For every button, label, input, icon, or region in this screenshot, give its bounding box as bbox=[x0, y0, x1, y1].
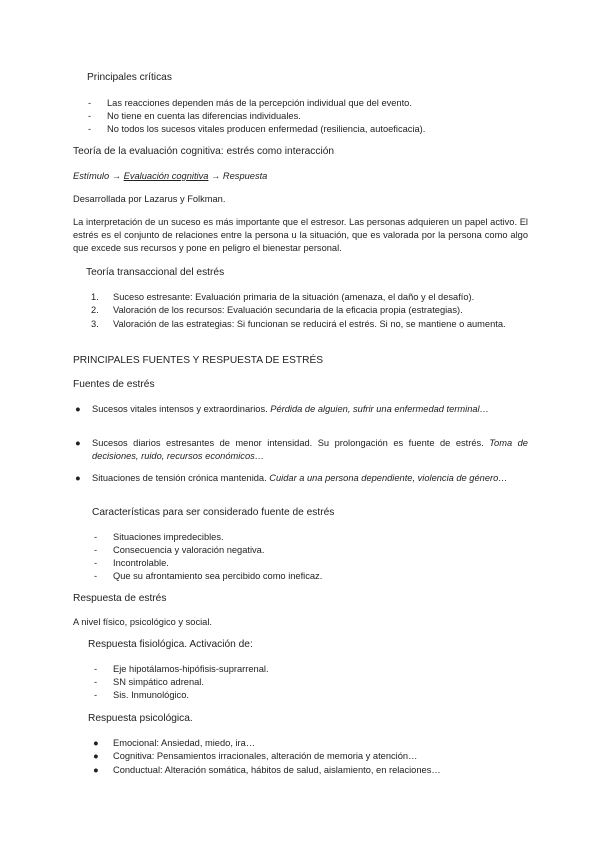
criticas-item: No tiene en cuenta las diferencias individuales. bbox=[107, 111, 301, 121]
fisiologica-item: Eje hipotálamos-hipófisis-suprarrenal. bbox=[113, 664, 269, 674]
evaluacion-paragraph: La interpretación de un suceso es más importante que el estresor. Las personas adquieren un papel activo. El estrés es el conjunto de relaciones entre la persona u la situación, que es valorada por la persona como algo que excede sus recursos y pone en peligro el bienestar personal. bbox=[73, 217, 528, 253]
bullet-text: Sucesos diarios estresantes de menor intensidad. Su prolongación es fuente de estrés. bbox=[92, 438, 484, 448]
developed-by: Desarrollada por Lazarus y Folkman. bbox=[73, 194, 226, 204]
fuentes-bullet bbox=[92, 472, 528, 485]
dash-marker: - bbox=[94, 690, 98, 700]
formula-response: Respuesta bbox=[222, 171, 268, 181]
formula-line bbox=[73, 170, 267, 183]
caracteristica-item: Incontrolable. bbox=[113, 558, 169, 568]
formula-evaluation: Evaluación cognitiva bbox=[123, 171, 209, 181]
bullet-icon: ● bbox=[75, 438, 81, 448]
dash-marker: - bbox=[88, 124, 92, 134]
transaccional-item: Valoración de las estrategias: Si funcionan se reducirá el estrés. Si no, se mantiene o aumenta. bbox=[113, 319, 506, 329]
fisiologica-item: SN simpático adrenal. bbox=[113, 677, 204, 687]
transaccional-item: Valoración de los recursos: Evaluación secundaria de la eficacia propia (estrategias). bbox=[113, 305, 463, 315]
fisiologica-item: Sis. Inmunológico. bbox=[113, 690, 189, 700]
list-number: 3. bbox=[91, 319, 99, 329]
criticas-heading: Principales críticas bbox=[87, 72, 172, 83]
caracteristica-item: Situaciones impredecibles. bbox=[113, 532, 224, 542]
bullet-example: Pérdida de alguien, sufrir una enfermedad terminal… bbox=[270, 404, 489, 414]
dash-marker: - bbox=[94, 532, 98, 542]
formula-stimulus: Estímulo bbox=[73, 171, 110, 181]
fuentes-respuesta-heading: PRINCIPALES FUENTES Y RESPUESTA DE ESTRÉS bbox=[73, 355, 324, 366]
bullet-icon: ● bbox=[93, 751, 99, 761]
dash-marker: - bbox=[88, 111, 92, 121]
caracteristicas-heading: Características para ser considerado fuente de estrés bbox=[92, 507, 335, 518]
list-number: 1. bbox=[91, 292, 99, 302]
respuesta-heading: Respuesta de estrés bbox=[73, 593, 167, 604]
bullet-icon: ● bbox=[93, 765, 99, 775]
bullet-example: Toma de decisiones, ruido, recursos económicos… bbox=[92, 438, 528, 461]
dash-marker: - bbox=[94, 677, 98, 687]
fuentes-bullet bbox=[92, 437, 528, 463]
respuesta-levels: A nivel físico, psicológico y social. bbox=[73, 617, 212, 627]
arrow-icon: → bbox=[111, 171, 122, 181]
psicologica-item: Emocional: Ansiedad, miedo, ira… bbox=[113, 738, 256, 748]
criticas-item: No todos los sucesos vitales producen enfermedad (resiliencia, autoeficacia). bbox=[107, 124, 426, 134]
dash-marker: - bbox=[94, 545, 98, 555]
evaluacion-heading: Teoría de la evaluación cognitiva: estrés como interacción bbox=[73, 146, 335, 157]
bullet-icon: ● bbox=[75, 473, 81, 483]
transaccional-heading: Teoría transaccional del estrés bbox=[86, 267, 225, 278]
dash-marker: - bbox=[94, 558, 98, 568]
caracteristica-item: Que su afrontamiento sea percibido como ineficaz. bbox=[113, 571, 323, 581]
bullet-text: Sucesos vitales intensos y extraordinarios. bbox=[92, 404, 268, 414]
dash-marker: - bbox=[94, 571, 98, 581]
criticas-item: Las reacciones dependen más de la percepción individual que del evento. bbox=[107, 98, 412, 108]
list-number: 2. bbox=[91, 305, 99, 315]
bullet-icon: ● bbox=[93, 738, 99, 748]
bullet-text: Situaciones de tensión crónica mantenida. bbox=[92, 473, 267, 483]
dash-marker: - bbox=[94, 664, 98, 674]
caracteristica-item: Consecuencia y valoración negativa. bbox=[113, 545, 265, 555]
dash-marker: - bbox=[88, 98, 92, 108]
bullet-icon: ● bbox=[75, 404, 81, 414]
psicologica-heading: Respuesta psicológica. bbox=[88, 713, 193, 724]
transaccional-item: Suceso estresante: Evaluación primaria de la situación (amenaza, el daño y el desafío). bbox=[113, 292, 475, 302]
psicologica-item: Cognitiva: Pensamientos irracionales, alteración de memoria y atención… bbox=[113, 751, 418, 761]
arrow-icon: → bbox=[211, 171, 221, 181]
fuentes-heading: Fuentes de estrés bbox=[73, 379, 155, 390]
fisiologica-heading: Respuesta fisiológica. Activación de: bbox=[88, 639, 253, 650]
fuentes-bullet bbox=[92, 403, 528, 416]
psicologica-item: Conductual: Alteración somática, hábitos de salud, aislamiento, en relaciones… bbox=[113, 765, 441, 775]
bullet-example: Cuidar a una persona dependiente, violencia de género… bbox=[269, 473, 508, 483]
